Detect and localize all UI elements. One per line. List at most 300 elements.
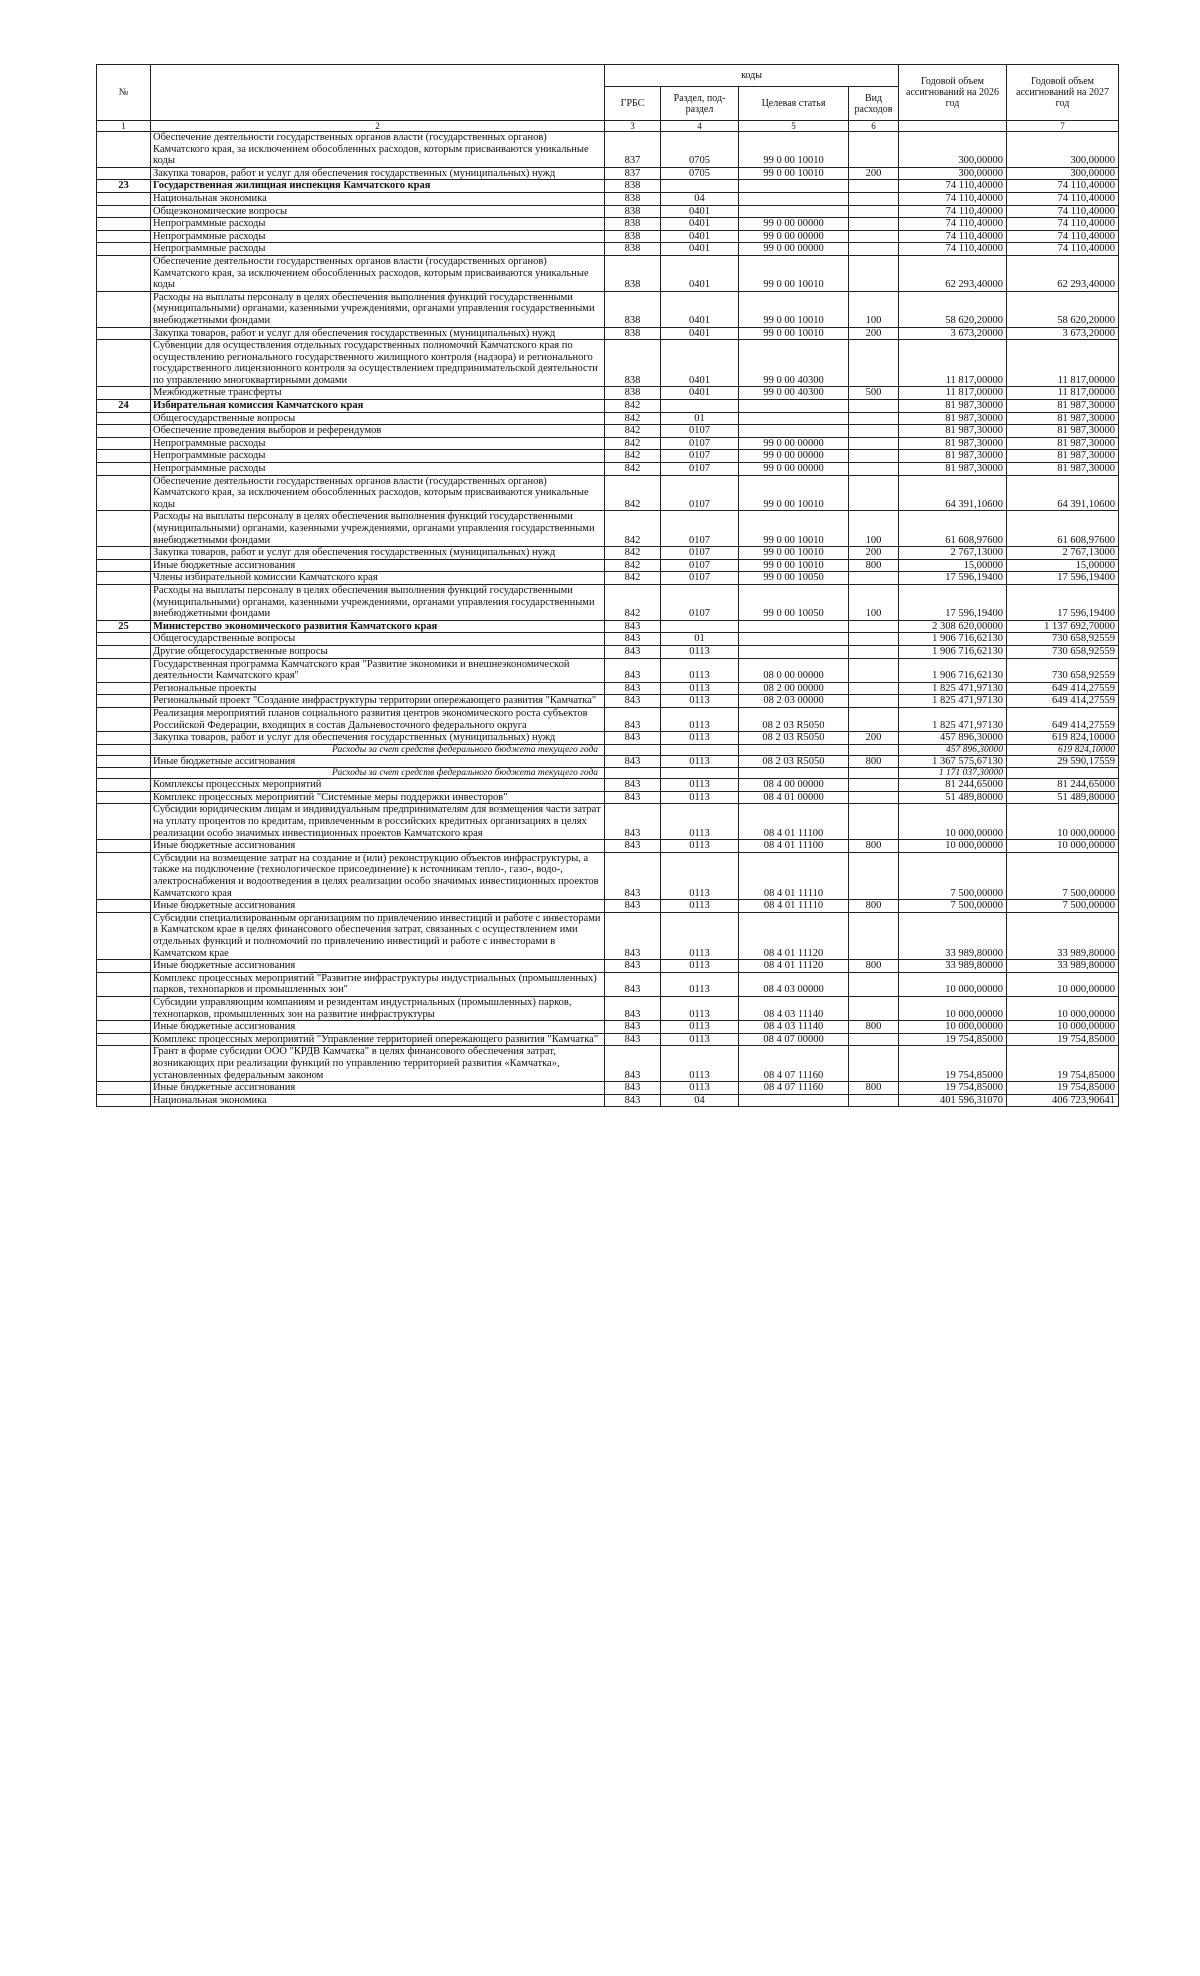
row-number <box>97 768 151 779</box>
header-num: № <box>97 65 151 121</box>
header-codes: коды <box>605 65 899 87</box>
row-name: Другие общегосударственные вопросы <box>151 645 605 658</box>
row-number <box>97 192 151 205</box>
table-row <box>97 779 1119 792</box>
table-row <box>97 912 1119 959</box>
table-row <box>97 167 1119 180</box>
row-section: 0107 <box>661 547 739 560</box>
row-target: 08 4 03 00000 <box>739 972 849 996</box>
row-number <box>97 559 151 572</box>
row-grbs: 842 <box>605 584 661 620</box>
row-name: Закупка товаров, работ и услуг для обеспечения государственных (муниципальных) нужд <box>151 167 605 180</box>
row-amount-2026: 1 906 716,62130 <box>899 645 1007 658</box>
row-target: 08 4 00 00000 <box>739 779 849 792</box>
row-name: Расходы на выплаты персоналу в целях обеспечения выполнения функций государственными (муниципальными) органами, казенными учреждениями, органами управления государственными внебюджетными фондами <box>151 291 605 327</box>
row-kind <box>849 912 899 959</box>
row-amount-2026: 64 391,10600 <box>899 475 1007 511</box>
row-amount-2026: 81 987,30000 <box>899 450 1007 463</box>
row-grbs: 842 <box>605 437 661 450</box>
row-number <box>97 695 151 708</box>
table-row <box>97 475 1119 511</box>
row-section: 0113 <box>661 972 739 996</box>
table-row <box>97 755 1119 768</box>
table-row <box>97 900 1119 913</box>
row-target <box>739 192 849 205</box>
row-grbs: 843 <box>605 791 661 804</box>
row-kind <box>849 1046 899 1082</box>
row-amount-2027: 730 658,92559 <box>1007 645 1119 658</box>
row-grbs: 838 <box>605 243 661 256</box>
row-amount-2026: 1 825 471,97130 <box>899 707 1007 731</box>
row-amount-2026: 11 817,00000 <box>899 340 1007 387</box>
row-name: Расходы за счет средств федерального бюджета текущего года <box>151 768 605 779</box>
row-section: 0705 <box>661 167 739 180</box>
row-number <box>97 132 151 168</box>
row-section: 0113 <box>661 695 739 708</box>
row-grbs: 843 <box>605 1046 661 1082</box>
row-amount-2027: 10 000,00000 <box>1007 972 1119 996</box>
table-row <box>97 412 1119 425</box>
row-name: Грант в форме субсидии ООО "КРДВ Камчатка" в целях финансового обеспечения затрат, возникающих при реализации функций по управлению территорией развития «Камчатка», установленных федеральным законом <box>151 1046 605 1082</box>
row-amount-2027: 74 110,40000 <box>1007 243 1119 256</box>
row-amount-2027: 74 110,40000 <box>1007 218 1119 231</box>
row-section <box>661 180 739 193</box>
row-name: Обеспечение деятельности государственных органов власти (государственных органов) Камчатского края, за исключением обособленных расходов, которым присваиваются уникальные коды <box>151 255 605 291</box>
row-amount-2026: 1 825 471,97130 <box>899 682 1007 695</box>
table-header <box>97 65 1119 132</box>
row-kind <box>849 463 899 476</box>
row-grbs: 838 <box>605 291 661 327</box>
row-kind <box>849 475 899 511</box>
row-target: 99 0 00 10010 <box>739 511 849 547</box>
row-kind <box>849 450 899 463</box>
row-amount-2026: 61 608,97600 <box>899 511 1007 547</box>
row-section: 0107 <box>661 584 739 620</box>
row-grbs: 843 <box>605 779 661 792</box>
row-name: Расходы на выплаты персоналу в целях обеспечения выполнения функций государственными (муниципальными) органами, казенными учреждениями, органами управления государственными внебюджетными фондами <box>151 511 605 547</box>
row-section: 0113 <box>661 804 739 840</box>
row-number <box>97 852 151 899</box>
row-number <box>97 755 151 768</box>
row-target: 99 0 00 10050 <box>739 584 849 620</box>
row-amount-2026: 81 987,30000 <box>899 400 1007 413</box>
row-section: 04 <box>661 192 739 205</box>
row-amount-2027: 10 000,00000 <box>1007 996 1119 1020</box>
row-kind: 500 <box>849 387 899 400</box>
row-grbs: 843 <box>605 804 661 840</box>
row-number <box>97 475 151 511</box>
row-amount-2027: 51 489,80000 <box>1007 791 1119 804</box>
row-target <box>739 1094 849 1107</box>
row-grbs: 843 <box>605 645 661 658</box>
row-section: 0107 <box>661 437 739 450</box>
row-number <box>97 437 151 450</box>
row-section: 04 <box>661 1094 739 1107</box>
row-amount-2026: 74 110,40000 <box>899 230 1007 243</box>
row-amount-2027: 406 723,90641 <box>1007 1094 1119 1107</box>
row-kind: 800 <box>849 755 899 768</box>
row-number <box>97 658 151 682</box>
row-grbs: 842 <box>605 547 661 560</box>
row-target: 08 2 03 00000 <box>739 695 849 708</box>
row-target: 99 0 00 00000 <box>739 437 849 450</box>
row-grbs: 843 <box>605 732 661 745</box>
row-number <box>97 1082 151 1095</box>
row-name: Реализация мероприятий планов социального развития центров экономического роста субъектов Российской Федерации, входящих в состав Дальневосточного федерального округа <box>151 707 605 731</box>
row-kind <box>849 682 899 695</box>
row-number <box>97 167 151 180</box>
row-amount-2026: 81 987,30000 <box>899 412 1007 425</box>
note-row <box>97 768 1119 779</box>
row-amount-2027: 1 137 692,70000 <box>1007 620 1119 633</box>
table-row <box>97 1082 1119 1095</box>
table-row <box>97 559 1119 572</box>
table-row <box>97 1046 1119 1082</box>
row-amount-2026: 457 896,30000 <box>899 732 1007 745</box>
row-grbs: 842 <box>605 463 661 476</box>
table-row <box>97 437 1119 450</box>
row-name: Избирательная комиссия Камчатского края <box>151 400 605 413</box>
row-kind <box>849 205 899 218</box>
table-row <box>97 1033 1119 1046</box>
row-amount-2027: 730 658,92559 <box>1007 658 1119 682</box>
row-target <box>739 412 849 425</box>
table-row <box>97 425 1119 438</box>
row-kind <box>849 768 899 779</box>
table-row <box>97 255 1119 291</box>
row-grbs: 843 <box>605 755 661 768</box>
row-grbs: 842 <box>605 511 661 547</box>
row-amount-2026: 10 000,00000 <box>899 1021 1007 1034</box>
row-number <box>97 412 151 425</box>
row-amount-2026: 1 906 716,62130 <box>899 658 1007 682</box>
row-number <box>97 779 151 792</box>
row-kind <box>849 633 899 646</box>
row-name: Комплексы процессных мероприятий <box>151 779 605 792</box>
table-row <box>97 695 1119 708</box>
row-section: 0401 <box>661 205 739 218</box>
table-row <box>97 1021 1119 1034</box>
row-grbs: 843 <box>605 840 661 853</box>
table-row <box>97 243 1119 256</box>
row-amount-2026: 81 987,30000 <box>899 425 1007 438</box>
row-target <box>739 425 849 438</box>
row-number: 23 <box>97 180 151 193</box>
row-grbs: 838 <box>605 230 661 243</box>
row-section: 0113 <box>661 732 739 745</box>
row-section: 0113 <box>661 1046 739 1082</box>
row-section: 0113 <box>661 912 739 959</box>
row-kind: 200 <box>849 547 899 560</box>
row-grbs: 837 <box>605 132 661 168</box>
row-target: 99 0 00 00000 <box>739 230 849 243</box>
row-kind <box>849 192 899 205</box>
row-amount-2027: 62 293,40000 <box>1007 255 1119 291</box>
row-number <box>97 572 151 585</box>
row-amount-2027: 11 817,00000 <box>1007 340 1119 387</box>
row-grbs: 843 <box>605 852 661 899</box>
row-amount-2027: 619 824,10000 <box>1007 732 1119 745</box>
header-kind: Вид расходов <box>849 87 899 121</box>
row-grbs: 843 <box>605 633 661 646</box>
row-name: Обеспечение деятельности государственных органов власти (государственных органов) Камчатского края, за исключением обособленных расходов, которым присваиваются уникальные коды <box>151 475 605 511</box>
row-section: 0113 <box>661 755 739 768</box>
row-section: 0107 <box>661 572 739 585</box>
row-target: 99 0 00 10050 <box>739 572 849 585</box>
row-grbs <box>605 744 661 755</box>
row-target: 99 0 00 00000 <box>739 218 849 231</box>
row-amount-2027: 649 414,27559 <box>1007 682 1119 695</box>
table-row <box>97 132 1119 168</box>
row-amount-2026: 3 673,20000 <box>899 327 1007 340</box>
row-amount-2027: 7 500,00000 <box>1007 852 1119 899</box>
row-grbs: 843 <box>605 1021 661 1034</box>
row-kind <box>849 572 899 585</box>
row-number <box>97 633 151 646</box>
row-section: 0113 <box>661 658 739 682</box>
row-section: 0113 <box>661 1033 739 1046</box>
row-number <box>97 463 151 476</box>
row-amount-2027: 300,00000 <box>1007 132 1119 168</box>
row-amount-2026: 62 293,40000 <box>899 255 1007 291</box>
row-amount-2026: 17 596,19400 <box>899 584 1007 620</box>
row-number: 24 <box>97 400 151 413</box>
row-kind <box>849 852 899 899</box>
row-number <box>97 972 151 996</box>
table-row <box>97 960 1119 973</box>
row-kind <box>849 132 899 168</box>
row-amount-2026: 81 244,65000 <box>899 779 1007 792</box>
row-amount-2027: 58 620,20000 <box>1007 291 1119 327</box>
row-amount-2027: 619 824,10000 <box>1007 744 1119 755</box>
row-target: 08 4 01 11120 <box>739 960 849 973</box>
row-name: Иные бюджетные ассигнования <box>151 960 605 973</box>
table-row <box>97 658 1119 682</box>
table-row <box>97 547 1119 560</box>
row-number <box>97 205 151 218</box>
row-name: Иные бюджетные ассигнования <box>151 755 605 768</box>
row-amount-2026: 1 906 716,62130 <box>899 633 1007 646</box>
row-amount-2027: 15,00000 <box>1007 559 1119 572</box>
row-amount-2026: 81 987,30000 <box>899 437 1007 450</box>
row-target: 08 4 01 11100 <box>739 840 849 853</box>
row-amount-2027: 81 987,30000 <box>1007 450 1119 463</box>
table-row <box>97 218 1119 231</box>
row-section <box>661 620 739 633</box>
row-amount-2026: 10 000,00000 <box>899 996 1007 1020</box>
row-kind <box>849 972 899 996</box>
row-section: 01 <box>661 412 739 425</box>
row-amount-2026: 1 367 575,67130 <box>899 755 1007 768</box>
row-kind: 200 <box>849 732 899 745</box>
row-kind <box>849 425 899 438</box>
budget-table <box>96 64 1119 1107</box>
row-section: 0107 <box>661 511 739 547</box>
row-section: 0107 <box>661 559 739 572</box>
row-number <box>97 255 151 291</box>
row-section: 0113 <box>661 779 739 792</box>
column-number-row <box>97 121 1119 132</box>
row-target: 99 0 00 00000 <box>739 243 849 256</box>
table-row <box>97 450 1119 463</box>
row-name: Субсидии управляющим компаниям и резидентам индустриальных (промышленных) парков, технопарков, промышленных зон на развитие инфраструктуры <box>151 996 605 1020</box>
table-row <box>97 291 1119 327</box>
row-target <box>739 744 849 755</box>
row-amount-2026: 58 620,20000 <box>899 291 1007 327</box>
row-grbs <box>605 768 661 779</box>
row-amount-2027: 33 989,80000 <box>1007 960 1119 973</box>
row-number <box>97 243 151 256</box>
row-target: 99 0 00 10010 <box>739 132 849 168</box>
row-target: 08 4 07 00000 <box>739 1033 849 1046</box>
row-section: 0107 <box>661 463 739 476</box>
row-number <box>97 645 151 658</box>
table-row <box>97 180 1119 193</box>
row-number <box>97 791 151 804</box>
row-kind: 100 <box>849 291 899 327</box>
row-amount-2026: 300,00000 <box>899 132 1007 168</box>
row-grbs: 843 <box>605 996 661 1020</box>
row-name: Государственная жилищная инспекция Камчатского края <box>151 180 605 193</box>
table-row <box>97 340 1119 387</box>
table-row <box>97 633 1119 646</box>
row-amount-2026: 7 500,00000 <box>899 852 1007 899</box>
colnum: 6 <box>849 121 899 132</box>
row-amount-2027: 300,00000 <box>1007 167 1119 180</box>
row-amount-2026: 74 110,40000 <box>899 243 1007 256</box>
row-name: Закупка товаров, работ и услуг для обеспечения государственных (муниципальных) нужд <box>151 327 605 340</box>
row-target: 99 0 00 40300 <box>739 340 849 387</box>
row-target: 99 0 00 10010 <box>739 291 849 327</box>
row-section: 0113 <box>661 1082 739 1095</box>
row-target: 99 0 00 10010 <box>739 559 849 572</box>
row-kind: 800 <box>849 960 899 973</box>
row-section: 0113 <box>661 645 739 658</box>
row-number <box>97 1046 151 1082</box>
row-section <box>661 400 739 413</box>
row-amount-2027: 10 000,00000 <box>1007 804 1119 840</box>
row-grbs: 838 <box>605 255 661 291</box>
table-row <box>97 791 1119 804</box>
table-row <box>97 192 1119 205</box>
row-amount-2026: 10 000,00000 <box>899 972 1007 996</box>
row-name: Обеспечение проведения выборов и референдумов <box>151 425 605 438</box>
row-amount-2026: 15,00000 <box>899 559 1007 572</box>
table-row <box>97 387 1119 400</box>
row-section: 0113 <box>661 707 739 731</box>
row-grbs: 838 <box>605 218 661 231</box>
row-grbs: 843 <box>605 900 661 913</box>
row-grbs: 842 <box>605 425 661 438</box>
row-grbs: 838 <box>605 205 661 218</box>
row-section: 0401 <box>661 387 739 400</box>
row-grbs: 843 <box>605 1033 661 1046</box>
row-kind: 800 <box>849 1082 899 1095</box>
colnum: 3 <box>605 121 661 132</box>
row-target <box>739 645 849 658</box>
row-target: 08 0 00 00000 <box>739 658 849 682</box>
table-row <box>97 230 1119 243</box>
row-amount-2027: 19 754,85000 <box>1007 1082 1119 1095</box>
row-name: Иные бюджетные ассигнования <box>151 1021 605 1034</box>
row-kind <box>849 1033 899 1046</box>
row-grbs: 842 <box>605 559 661 572</box>
row-name: Члены избирательной комиссии Камчатского края <box>151 572 605 585</box>
row-target <box>739 768 849 779</box>
row-target: 08 4 07 11160 <box>739 1082 849 1095</box>
row-target: 08 2 03 R5050 <box>739 707 849 731</box>
row-section: 0107 <box>661 425 739 438</box>
row-number <box>97 840 151 853</box>
row-section: 0113 <box>661 852 739 899</box>
row-section <box>661 768 739 779</box>
row-target: 08 4 03 11140 <box>739 996 849 1020</box>
row-amount-2027: 7 500,00000 <box>1007 900 1119 913</box>
row-amount-2027: 81 244,65000 <box>1007 779 1119 792</box>
row-number: 25 <box>97 620 151 633</box>
table-row <box>97 732 1119 745</box>
row-name: Непрограммные расходы <box>151 243 605 256</box>
row-grbs: 843 <box>605 658 661 682</box>
row-target: 08 4 07 11160 <box>739 1046 849 1082</box>
row-kind <box>849 779 899 792</box>
row-target: 08 2 03 R5050 <box>739 755 849 768</box>
colnum: 4 <box>661 121 739 132</box>
row-section: 0113 <box>661 1021 739 1034</box>
row-kind: 200 <box>849 327 899 340</box>
table-row <box>97 327 1119 340</box>
row-amount-2026: 74 110,40000 <box>899 180 1007 193</box>
row-grbs: 843 <box>605 682 661 695</box>
row-section: 0401 <box>661 255 739 291</box>
row-name: Иные бюджетные ассигнования <box>151 1082 605 1095</box>
row-grbs: 843 <box>605 707 661 731</box>
row-amount-2027: 17 596,19400 <box>1007 584 1119 620</box>
row-amount-2027 <box>1007 768 1119 779</box>
colnum: 1 <box>97 121 151 132</box>
row-section: 0113 <box>661 900 739 913</box>
row-kind <box>849 996 899 1020</box>
row-target: 99 0 00 00000 <box>739 463 849 476</box>
row-kind <box>849 180 899 193</box>
table-row <box>97 996 1119 1020</box>
row-name: Общегосударственные вопросы <box>151 633 605 646</box>
row-number <box>97 996 151 1020</box>
row-target: 08 4 01 11100 <box>739 804 849 840</box>
row-amount-2026: 19 754,85000 <box>899 1033 1007 1046</box>
header-2027: Годовой объем ассигнований на 2027 год <box>1007 65 1119 121</box>
row-section: 0107 <box>661 450 739 463</box>
row-kind: 800 <box>849 559 899 572</box>
row-number <box>97 547 151 560</box>
row-amount-2026: 74 110,40000 <box>899 192 1007 205</box>
row-kind <box>849 645 899 658</box>
table-row <box>97 511 1119 547</box>
row-name: Министерство экономического развития Камчатского края <box>151 620 605 633</box>
row-kind <box>849 255 899 291</box>
table-row <box>97 463 1119 476</box>
row-number <box>97 230 151 243</box>
row-kind: 100 <box>849 584 899 620</box>
row-target: 99 0 00 10010 <box>739 547 849 560</box>
table-row <box>97 584 1119 620</box>
row-amount-2027: 649 414,27559 <box>1007 707 1119 731</box>
table-row <box>97 972 1119 996</box>
row-amount-2026: 51 489,80000 <box>899 791 1007 804</box>
row-name: Субвенции для осуществления отдельных государственных полномочий Камчатского края по осуществлению регионального государственного жилищного контроля (надзора) и регионального государственного лицензионного контроля за осуществлением предпринимательской деятельности по управлению многоквартирными домами <box>151 340 605 387</box>
row-kind: 800 <box>849 1021 899 1034</box>
row-grbs: 843 <box>605 1082 661 1095</box>
